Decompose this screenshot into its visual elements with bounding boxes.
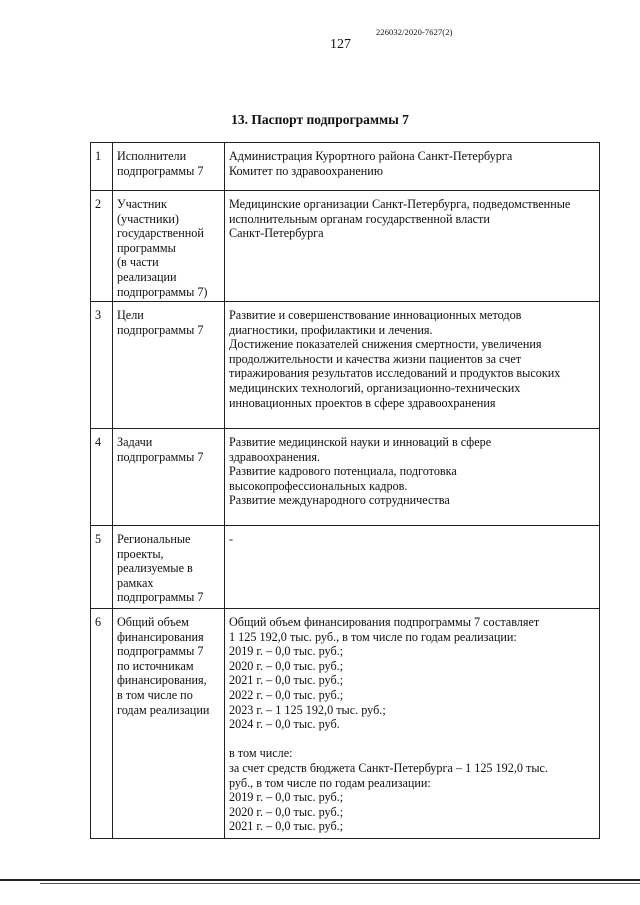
page-bottom-rule [0,879,640,881]
table-row [91,526,600,609]
row-content: Общий объем финансирования подпрограммы 7 составляет 1 125 192,0 тыс. руб., в том числе по годам реализации: 2019 г. – 0,0 тыс. руб.; 2020 г. – 0,0 тыс. руб.; 2021 г. – 0,0 тыс. руб.; 2022 г. – 0,0 тыс. руб.; 2023 г. – 1 125 192,0 тыс. руб.; 2024 г. – 0,0 тыс. руб. в том числе: за счет средств бюджета Санкт-Петербурга – 1 125 192,0 тыс. руб., в том числе по годам реализации: 2019 г. – 0,0 тыс. руб.; 2020 г. – 0,0 тыс. руб.; 2021 г. – 0,0 тыс. руб.; [225,609,600,839]
row-number: 5 [91,526,113,609]
row-number: 2 [91,191,113,302]
document-code: 226032/2020-7627(2) [376,27,453,37]
row-label: Задачи подпрограммы 7 [113,429,225,526]
row-label: Общий объем финансирования подпрограммы 7 по источникам финансирования, в том числе по годам реализации [113,609,225,839]
section-title: 13. Паспорт подпрограммы 7 [231,112,409,127]
row-label: Региональные проекты, реализуемые в рамках подпрограммы 7 [113,526,225,609]
table-row [91,609,600,839]
row-content: Развитие и совершенствование инновационных методов диагностики, профилактики и лечения. Достижение показателей снижения смертности, увеличения продолжительности и качества жизни пациентов за счет тиражирования результатов исследований и продуктов высоких медицинских технологий, организационно-технических инновационных проектов в сфере здравоохранения [225,302,600,429]
row-content: Развитие медицинской науки и инноваций в сфере здравоохранения. Развитие кадрового потенциала, подготовка высокопрофессиональных кадров. Развитие международного сотрудничества [225,429,600,526]
row-number: 1 [91,143,113,191]
row-label: Участник (участники) государственной программы (в части реализации подпрограммы 7) [113,191,225,302]
row-number: 3 [91,302,113,429]
row-content: - [225,526,600,609]
passport-table [90,142,600,839]
row-label: Исполнители подпрограммы 7 [113,143,225,191]
row-number: 4 [91,429,113,526]
table-row [91,143,600,191]
table-row [91,191,600,302]
row-content: Администрация Курортного района Санкт-Петербурга Комитет по здравоохранению [225,143,600,191]
table-row [91,302,600,429]
row-content: Медицинские организации Санкт-Петербурга, подведомственные исполнительным органам государственной власти Санкт-Петербурга [225,191,600,302]
page-number: 127 [330,37,351,52]
table-row [91,429,600,526]
page-bottom-rule-secondary [40,883,640,884]
row-label: Цели подпрограммы 7 [113,302,225,429]
row-number: 6 [91,609,113,839]
